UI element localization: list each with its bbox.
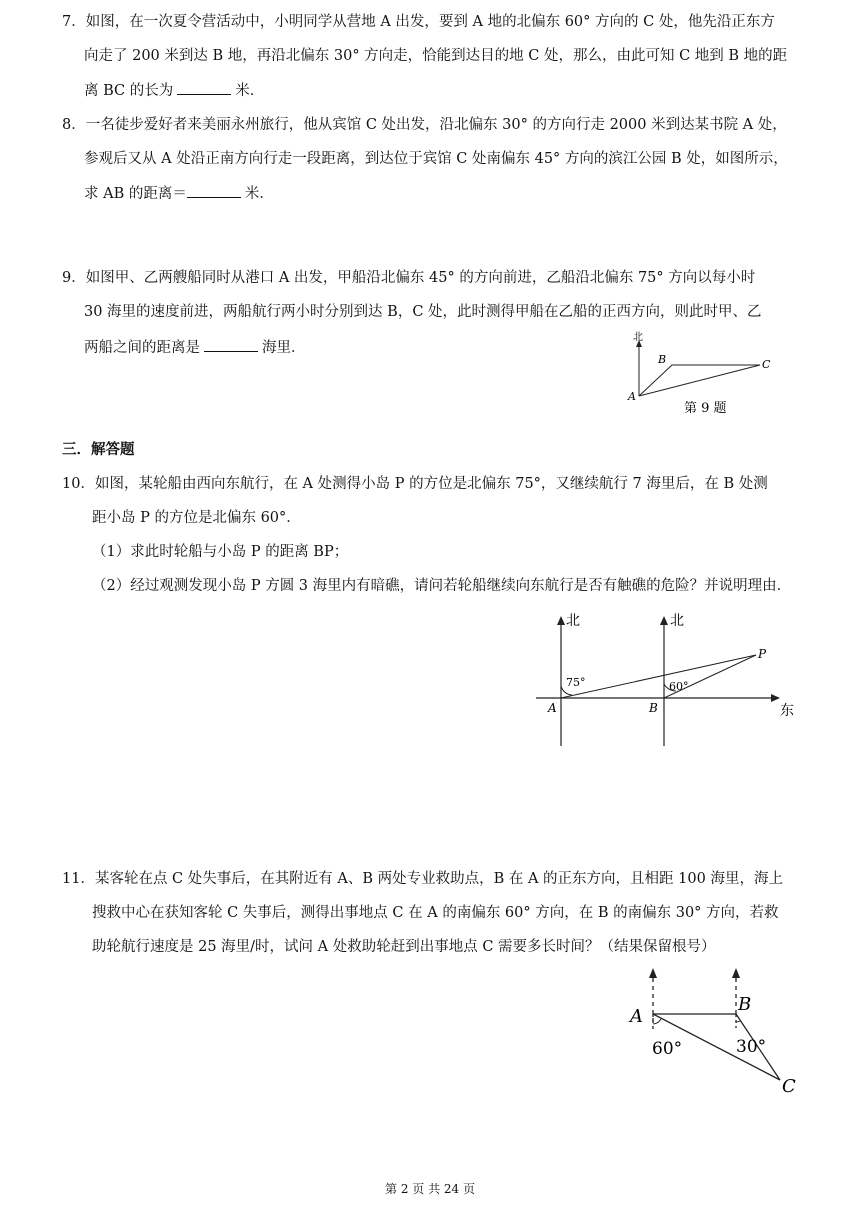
point-b-label: B xyxy=(649,701,658,715)
segment-ap xyxy=(561,655,756,698)
q9-caption: 第 9 题 xyxy=(684,401,727,416)
answer-blank xyxy=(177,80,231,95)
q8-line-1: 8．一名徒步爱好者来美丽永州旅行，他从宾馆 C 处出发，沿北偏东 30° 的方向行走 2000 米到达某书院 A 处， xyxy=(62,117,787,133)
point-b-label: B xyxy=(738,994,752,1015)
q10-line-1: 10．如图，某轮船由西向东航行，在 A 处测得小岛 P 的方位是北偏东 75°，又继续航行 7 海里后，在 B 处测 xyxy=(62,476,768,492)
q7-line-3 xyxy=(84,80,264,101)
q10-part-2: （2）经过观测发现小岛 P 方圆 3 海里内有暗礁，请问若轮船继续向东航行是否有触礁的危险？并说明理由． xyxy=(92,578,792,594)
point-c-label: C xyxy=(782,1076,796,1097)
answer-blank xyxy=(204,337,258,352)
section-heading: 三．解答题 xyxy=(62,441,135,458)
q7-line-2: 向走了 200 米到达 B 地，再沿北偏东 30° 方向走，恰能到达目的地 C 处，那么，由此可知 C 地到 B 地的距 xyxy=(84,48,788,64)
angle-30-label: 30° xyxy=(736,1037,767,1057)
point-a-label: A xyxy=(630,1006,643,1027)
q8-line-2: 参观后又从 A 处沿正南方向行走一段距离，到达位于宾馆 C 处南偏东 45° 方向的滨江公园 B 处，如图所示， xyxy=(84,151,788,167)
q9-north-label: 北 xyxy=(633,332,643,343)
q8-line-3-text: 求 AB 的距离＝ xyxy=(84,186,187,202)
q9-line-3-unit: 海里． xyxy=(262,340,306,356)
segment-ac xyxy=(639,365,760,396)
north-arrow-icon xyxy=(732,968,740,978)
q11-line-3: 助轮航行速度是 25 海里/时，试问 A 处救助轮赶到出事地点 C 需要多长时间？（结果保留根号） xyxy=(92,939,716,955)
q9-line-2: 30 海里的速度前进，两船航行两小时分别到达 B，C 处，此时测得甲船在乙船的正西方向，则此时甲、乙 xyxy=(84,304,762,320)
q9-line-3-text: 两船之间的距离是 xyxy=(84,340,200,356)
angle-arc-a xyxy=(653,1019,661,1024)
north-label-b: 北 xyxy=(670,613,684,629)
page-footer: 第 2 页 共 24 页 xyxy=(385,1182,475,1196)
q10-figure xyxy=(530,606,810,752)
q11-figure xyxy=(618,962,808,1102)
point-a-label: A xyxy=(628,390,636,403)
angle-60-label: 60° xyxy=(652,1039,683,1059)
q11-line-2: 搜救中心在获知客轮 C 失事后，测得出事地点 C 在 A 的南偏东 60° 方向，在 B 的南偏东 30° 方向，若救 xyxy=(92,905,779,921)
north-arrow-icon xyxy=(660,616,668,625)
q9-line-3 xyxy=(84,337,306,358)
angle-60-label: 60° xyxy=(669,680,689,693)
point-p-label: P xyxy=(758,647,767,661)
north-arrow-icon xyxy=(649,968,657,978)
point-c-label: C xyxy=(762,358,771,371)
q11-line-1: 11．某客轮在点 C 处失事后，在其附近有 A、B 两处专业救助点，B 在 A 的正东方向，且相距 100 海里，海上 xyxy=(62,871,783,887)
answer-blank xyxy=(187,183,241,198)
q10-line-2: 距小岛 P 的方位是北偏东 60°． xyxy=(92,510,301,526)
q7-line-3-unit: 米． xyxy=(235,83,265,99)
north-label-a: 北 xyxy=(566,613,580,629)
q9-line-1: 9．如图甲、乙两艘船同时从港口 A 出发，甲船沿北偏东 45° 的方向前进，乙船沿北偏东 75° 方向以每小时 xyxy=(62,270,756,286)
q10-part-1: （1）求此时轮船与小岛 P 的距离 BP； xyxy=(92,544,349,560)
q9-figure xyxy=(618,330,778,420)
point-a-label: A xyxy=(548,701,557,715)
q7-line-3-text: 离 BC 的长为 xyxy=(84,83,174,99)
east-arrow-icon xyxy=(771,694,780,702)
point-b-label: B xyxy=(658,353,667,366)
q8-line-3-unit: 米． xyxy=(244,186,274,202)
q8-line-3 xyxy=(84,183,274,204)
east-label: 东 xyxy=(780,703,794,719)
angle-75-label: 75° xyxy=(566,676,586,689)
north-arrow-icon xyxy=(557,616,565,625)
q7-line-1: 7．如图，在一次夏令营活动中，小明同学从营地 A 出发，要到 A 地的北偏东 60° 方向的 C 处，他先沿正东方 xyxy=(62,14,775,30)
